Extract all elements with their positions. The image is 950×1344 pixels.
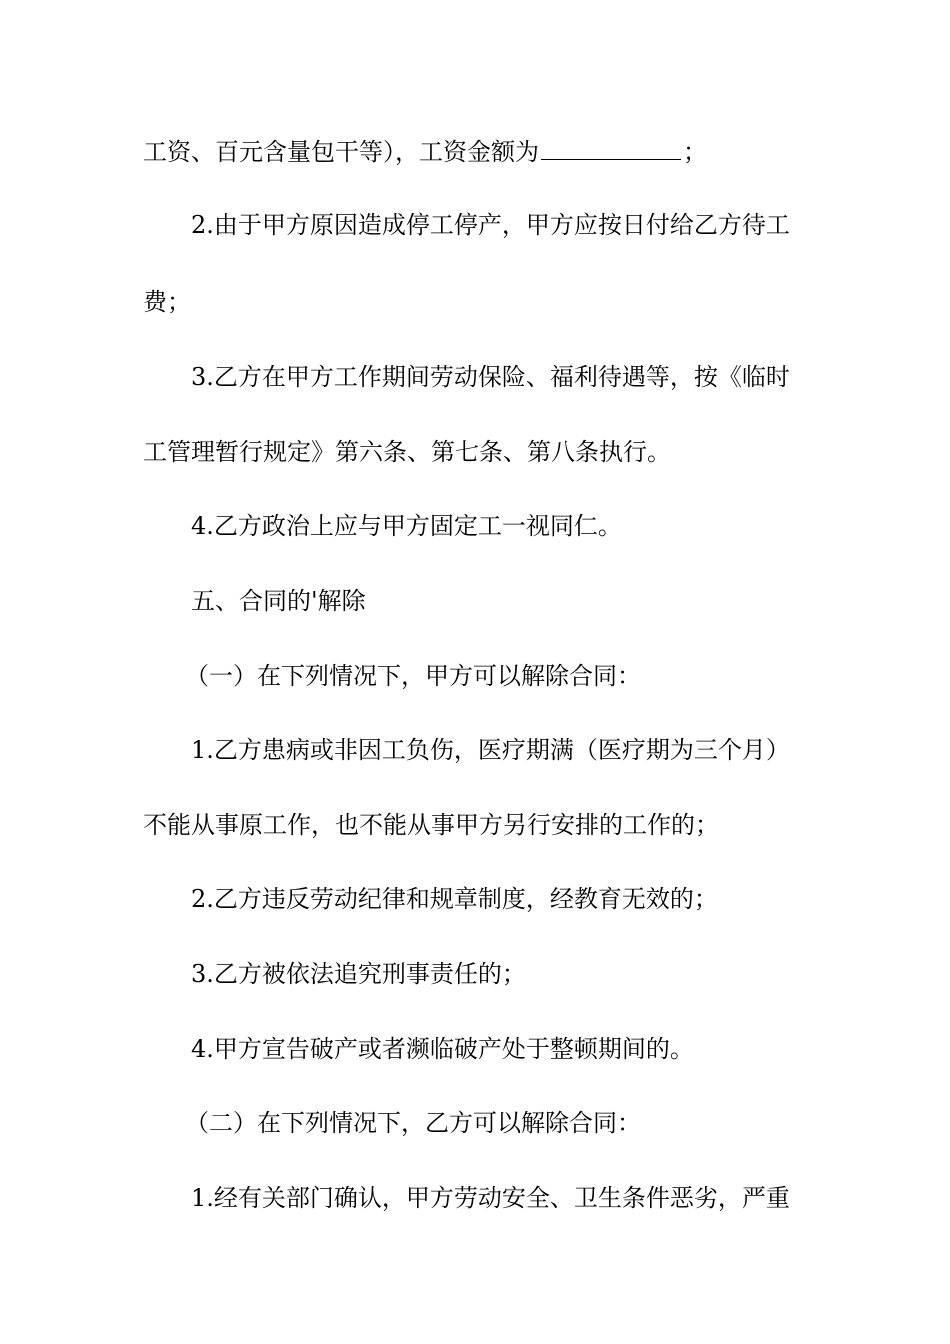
subsection-2-heading: （二）在下列情况下，乙方可以解除合同： — [185, 1109, 641, 1137]
wage-amount-blank — [541, 137, 681, 160]
sub1-item-2-line: 2.乙方违反劳动纪律和规章制度，经教育无效的； — [191, 885, 718, 913]
wage-amount-text: 工资、百元含量包干等），工资金额为 — [143, 138, 539, 166]
sub1-item-1-continuation: 不能从事原工作，也不能从事甲方另行安排的工作的； — [143, 811, 719, 839]
subsection-1-heading: （一）在下列情况下，甲方可以解除合同： — [185, 662, 641, 690]
clause-2-continuation: 费； — [143, 288, 191, 316]
wage-amount-end: ； — [683, 138, 707, 166]
clause-3-continuation: 工管理暂行规定》第六条、第七条、第八条执行。 — [143, 438, 671, 466]
paragraph-line-wage-amount — [143, 137, 813, 167]
sub1-item-4-line: 4.甲方宣告破产或者濒临破产处于整顿期间的。 — [191, 1035, 694, 1063]
clause-2-line: 2.由于甲方原因造成停工停产，甲方应按日付给乙方待工 — [191, 211, 790, 239]
section-5-heading: 五、合同的'解除 — [191, 587, 366, 615]
clause-3-line: 3.乙方在甲方工作期间劳动保险、福利待遇等，按《临时 — [191, 363, 790, 391]
clause-4-line: 4.乙方政治上应与甲方固定工一视同仁。 — [191, 512, 622, 540]
sub2-item-1-line: 1.经有关部门确认，甲方劳动安全、卫生条件恶劣，严重 — [191, 1184, 790, 1212]
sub1-item-3-line: 3.乙方被依法追究刑事责任的； — [191, 960, 526, 988]
sub1-item-1-line: 1.乙方患病或非因工负伤，医疗期满（医疗期为三个月） — [191, 736, 790, 764]
